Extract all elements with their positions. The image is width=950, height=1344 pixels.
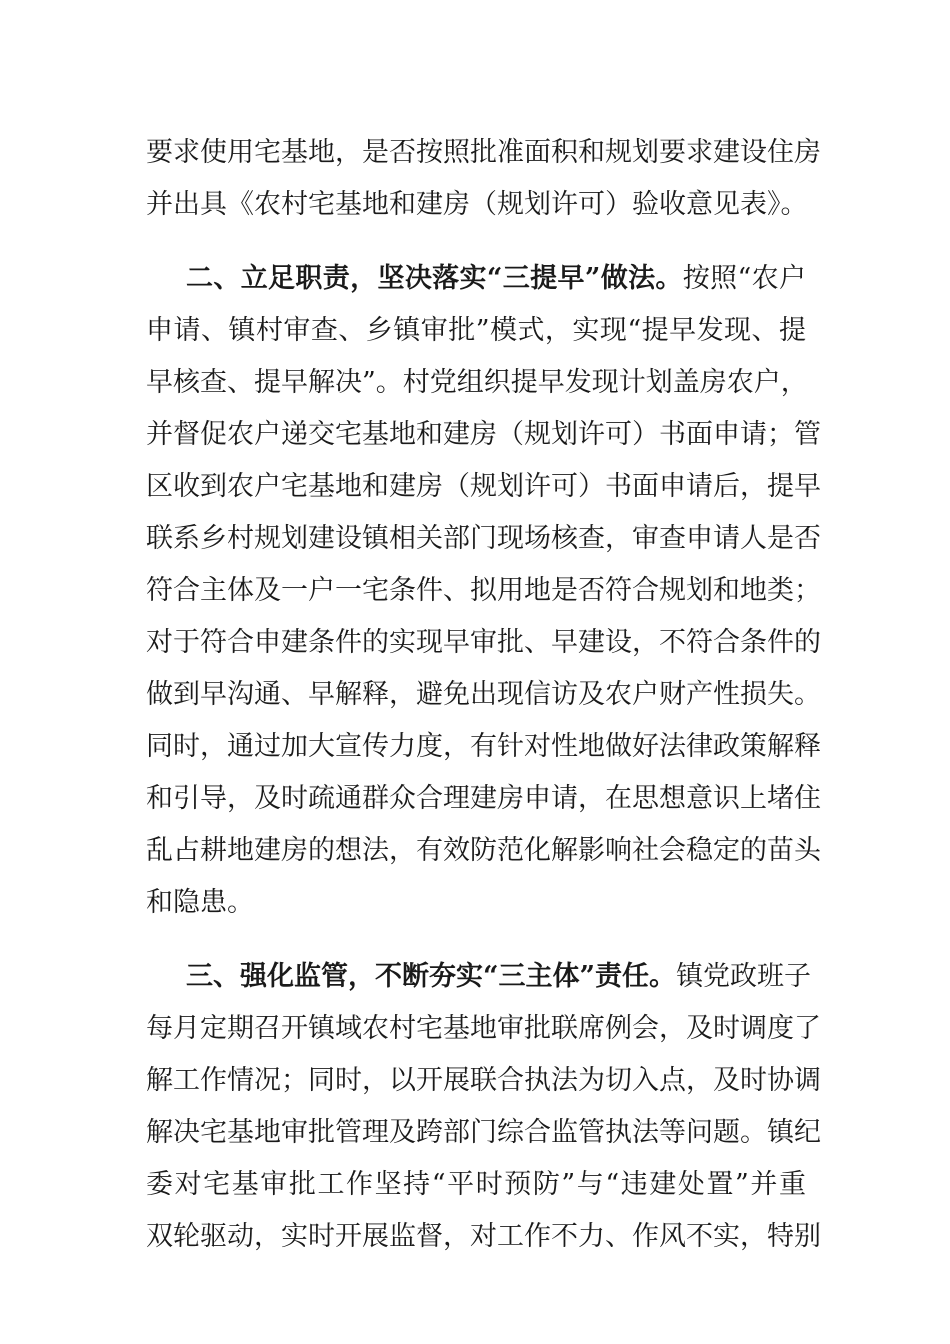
paragraph-line: 同时，通过加大宣传力度，有针对性地做好法律政策解释 bbox=[146, 731, 821, 762]
paragraph-line: 和引导，及时疏通群众合理建房申请，在思想意识上堵住 bbox=[146, 783, 821, 814]
paragraph-line: 对于符合申建条件的实现早审批、早建设，不符合条件的 bbox=[146, 627, 821, 658]
paragraph-line: 解决宅基地审批管理及跨部门综合监管执法等问题。镇纪 bbox=[146, 1117, 821, 1148]
paragraph-line: 双轮驱动，实时开展监督，对工作不力、作风不实，特别 bbox=[146, 1221, 821, 1252]
paragraph-2 bbox=[146, 253, 821, 929]
paragraph-text: 镇党政班子 bbox=[676, 961, 812, 992]
paragraph-line: 早核查、提早解决”。村党组织提早发现计划盖房农户， bbox=[146, 367, 808, 398]
paragraph-1 bbox=[146, 127, 821, 231]
paragraph-line: 申请、镇村审查、乡镇审批”模式，实现“提早发现、提 bbox=[146, 315, 806, 346]
paragraph-line: 乱占耕地建房的想法，有效防范化解影响社会稳定的苗头 bbox=[146, 835, 821, 866]
section-heading: 二、立足职责，坚决落实“三提早”做法。 bbox=[186, 263, 683, 294]
paragraph-line: 区收到农户宅基地和建房（规划许可）书面申请后，提早 bbox=[146, 471, 821, 502]
section-heading: 三、强化监管，不断夯实“三主体”责任。 bbox=[186, 961, 677, 992]
paragraph-line: 和隐患。 bbox=[146, 887, 254, 918]
paragraph-line: 联系乡村规划建设镇相关部门现场核查，审查申请人是否 bbox=[146, 523, 821, 554]
paragraph-line: 并督促农户递交宅基地和建房（规划许可）书面申请；管 bbox=[146, 419, 821, 450]
paragraph-text: 按照“农户 bbox=[682, 263, 806, 294]
paragraph-line: 并出具《农村宅基地和建房（规划许可）验收意见表》。 bbox=[146, 189, 808, 220]
paragraph-line: 每月定期召开镇域农村宅基地审批联席例会，及时调度了 bbox=[146, 1013, 821, 1044]
paragraph-first-line bbox=[146, 253, 806, 305]
document-body bbox=[146, 127, 821, 1263]
paragraph-line: 要求使用宅基地，是否按照批准面积和规划要求建设住房 bbox=[146, 137, 821, 168]
paragraph-3 bbox=[146, 951, 821, 1263]
paragraph-line: 解工作情况；同时，以开展联合执法为切入点，及时协调 bbox=[146, 1065, 821, 1096]
paragraph-line: 符合主体及一户一宅条件、拟用地是否符合规划和地类； bbox=[146, 575, 821, 606]
paragraph-line: 做到早沟通、早解释，避免出现信访及农户财产性损失。 bbox=[146, 679, 821, 710]
paragraph-line: 委对宅基审批工作坚持“平时预防”与“违建处置”并重 bbox=[146, 1169, 806, 1200]
paragraph-first-line bbox=[146, 951, 812, 1003]
